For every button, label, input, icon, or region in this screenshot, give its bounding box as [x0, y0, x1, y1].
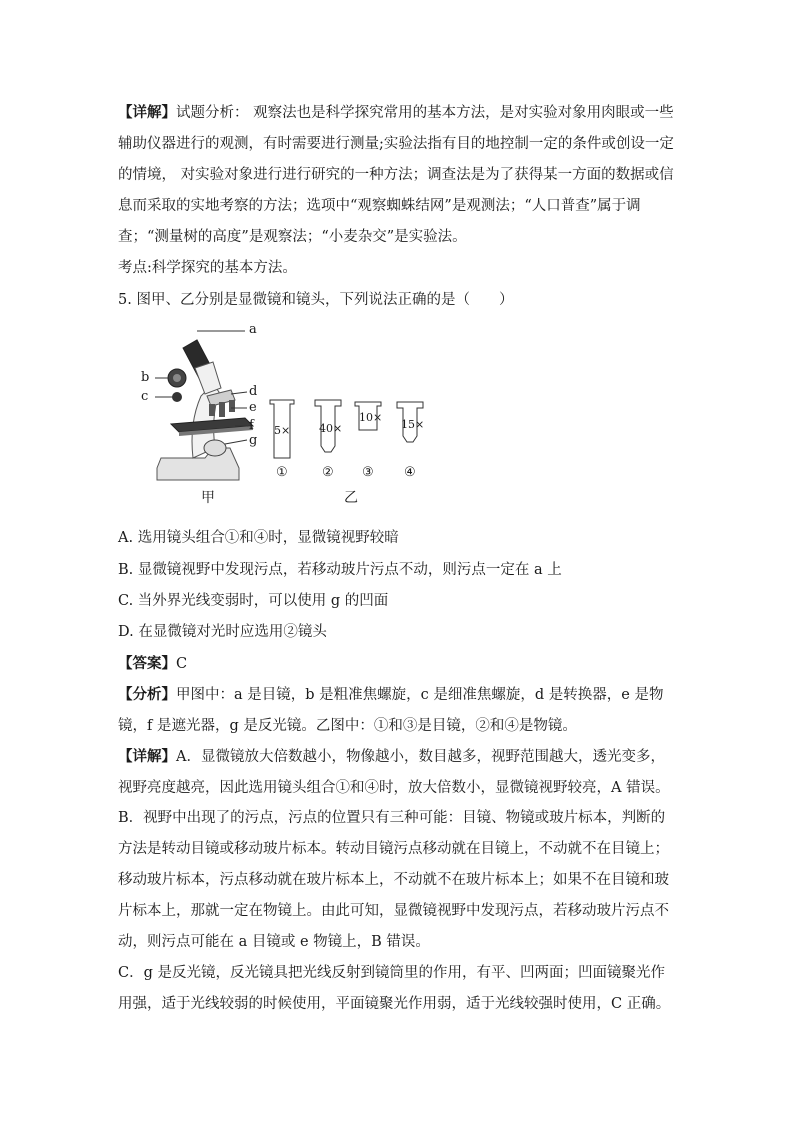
detail-paragraph-1 [118, 97, 678, 253]
option-a: A. 选用镜头组合①和④时，显微镜视野较暗 [118, 530, 399, 546]
lens-3-number: ③ [362, 465, 374, 480]
label-b: b [141, 370, 150, 385]
option-c: C. 当外界光线变弱时，可以使用 g 的凹面 [118, 593, 389, 609]
lens-2-mark: 40× [319, 422, 343, 435]
analysis-paragraph [118, 679, 678, 742]
label-g: g [249, 433, 258, 448]
lens-1-mark: 5× [274, 424, 291, 437]
detail2-a-text: A．显微镜放大倍数越小，物像越小，数目越多，视野范围越大，透光变多，视野亮度越亮，因此选用镜头组合①和④时，放大倍数小，显微镜视野较亮，A 错误。 [118, 749, 670, 796]
detail-label: 【详解】 [118, 104, 176, 121]
lens-4-number: ④ [404, 465, 416, 480]
label-d: d [249, 384, 258, 399]
lens-2-number: ② [322, 465, 334, 480]
label-a: a [249, 322, 257, 337]
analysis-label: 【分析】 [118, 686, 176, 703]
figure-caption-yi: 乙 [344, 490, 358, 506]
microscope-figure [135, 318, 435, 508]
lens-4-mark: 15× [401, 418, 425, 431]
lens-3-mark: 10× [359, 411, 383, 424]
answer-line [118, 648, 678, 680]
kaodian-line: 考点:科学探究的基本方法。 [118, 260, 297, 276]
detail2-label: 【详解】 [118, 748, 176, 765]
detail-paragraph-2b: B．视野中出现了的污点，污点的位置只有三种可能：目镜、物镜或玻片标本，判断的方法是转动目镜或移动玻片标本。转动目镜污点移动就在目镜上，不动就不在目镜上；移动玻片标本，污点移动就在玻片标本上，不动就不在玻片标本上；如果不在目镜和玻片标本上，那就一定在物镜上。由此可知，显微镜视野中发现污点，若移动玻片污点不动，则污点可能在 a 目镜或 e 物镜上，B 错误。 [118, 810, 669, 950]
figure-caption-jia: 甲 [201, 490, 215, 506]
label-e: e [249, 400, 257, 415]
detail-paragraph-2c: C．g 是反光镜，反光镜具把光线反射到镜筒里的作用，有平、凹两面；凹面镜聚光作用强，适于光线较弱的时候使用，平面镜聚光作用弱，适于光线较强时使用，C 正确。 [118, 965, 671, 1012]
option-d: D. 在显微镜对光时应选用②镜头 [118, 624, 327, 640]
analysis-text: 甲图中：a 是目镜，b 是粗准焦螺旋，c 是细准焦螺旋，d 是转换器，e 是物镜，f 是遮光器，g 是反光镜。乙图中：①和③是目镜，②和④是物镜。 [118, 687, 664, 734]
option-b: B. 显微镜视野中发现污点，若移动玻片污点不动，则污点一定在 a 上 [118, 562, 562, 578]
detail-text: 试题分析： 观察法也是科学探究常用的基本方法，是对实验对象用肉眼或一些辅助仪器进行的观测，有时需要进行测量;实验法指有目的地控制一定的条件或创设一定的情境， 对实验对象进行进行研究的一种方法；调查法是为了获得某一方面的数据或信息而采取的实地考察的方法；选项中“观察蜘蛛结网”是观测法；“人口普查”属于调查；“测量树的高度”是观察法；“小麦杂交”是实验法。 [118, 105, 674, 245]
answer-text: C [176, 656, 188, 672]
question-stem: 5. 图甲、乙分别是显微镜和镜头，下列说法正确的是（ ） [118, 292, 514, 308]
detail-paragraph-2a [118, 741, 678, 804]
label-c: c [141, 389, 149, 404]
answer-label: 【答案】 [118, 655, 176, 672]
lens-1-number: ① [276, 465, 288, 480]
label-f: f [249, 418, 254, 433]
